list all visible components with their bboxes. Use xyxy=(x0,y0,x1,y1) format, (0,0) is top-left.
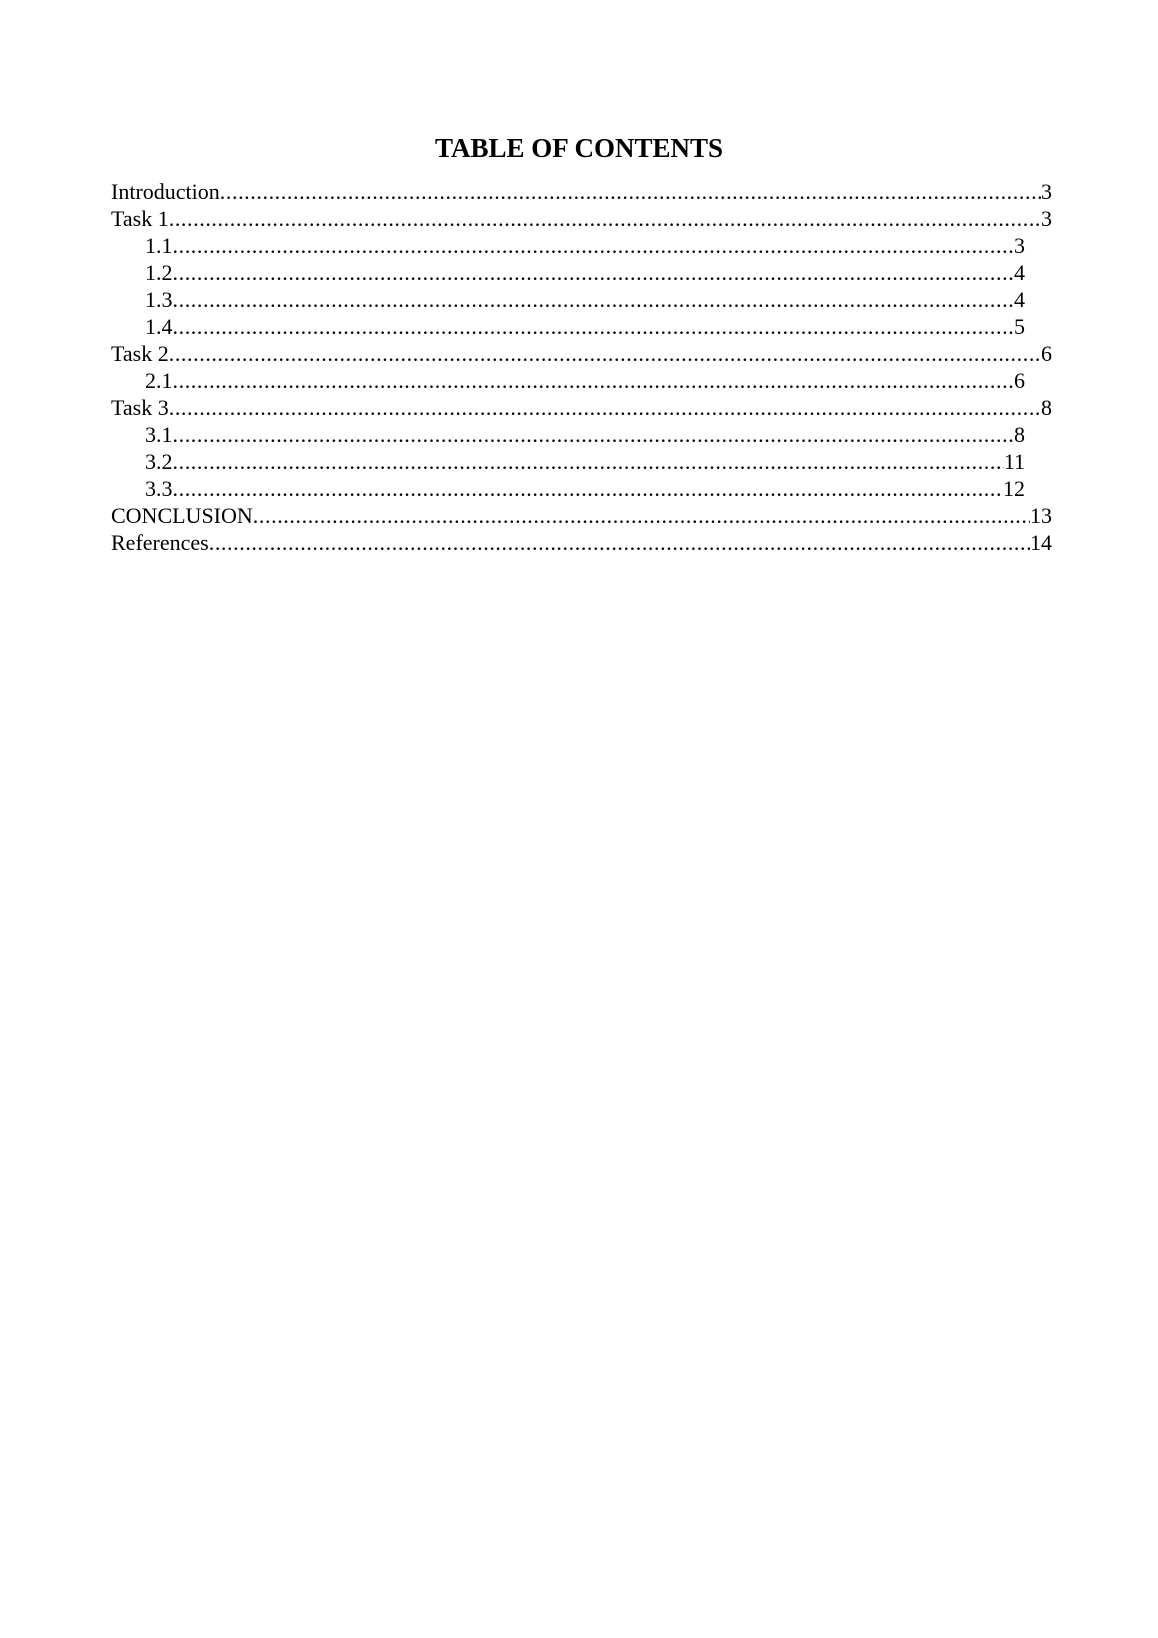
toc-entry-task-1[interactable] xyxy=(111,205,1052,232)
toc-entry-references[interactable] xyxy=(111,529,1052,556)
toc-entry-2-1[interactable] xyxy=(145,367,1025,394)
toc-entry-task-2[interactable] xyxy=(111,340,1052,367)
toc-entry-label: References xyxy=(111,530,209,555)
toc-page-number: 3 xyxy=(1041,179,1052,204)
toc-dot-leader xyxy=(173,232,1015,259)
toc-entry-label: 1.4 xyxy=(145,314,173,339)
toc-dot-leader xyxy=(209,529,1030,556)
toc-entry-label: 3.1 xyxy=(145,422,173,447)
toc-page-number: 4 xyxy=(1014,260,1025,285)
toc-dot-leader xyxy=(173,475,1004,502)
toc-entry-label: Task 1 xyxy=(111,206,169,231)
toc-entry-task-3[interactable] xyxy=(111,394,1052,421)
toc-page-number: 12 xyxy=(1003,476,1025,501)
toc-entry-3-1[interactable] xyxy=(145,421,1025,448)
toc-page-number: 8 xyxy=(1014,422,1025,447)
toc-entry-1-4[interactable] xyxy=(145,313,1025,340)
toc-entry-1-1[interactable] xyxy=(145,232,1025,259)
toc-entry-label: CONCLUSION xyxy=(111,503,253,528)
toc-entry-3-3[interactable] xyxy=(145,475,1025,502)
toc-dot-leader xyxy=(173,286,1015,313)
toc-dot-leader xyxy=(173,448,1004,475)
toc-dot-leader xyxy=(220,178,1041,205)
toc-entry-conclusion[interactable] xyxy=(111,502,1052,529)
toc-entry-3-2[interactable] xyxy=(145,448,1025,475)
toc-entry-label: 2.1 xyxy=(145,368,173,393)
toc-dot-leader xyxy=(173,259,1015,286)
toc-dot-leader xyxy=(169,205,1041,232)
toc-page-number: 4 xyxy=(1014,287,1025,312)
toc-page-number: 13 xyxy=(1030,503,1052,528)
toc-entry-label: Introduction xyxy=(111,179,220,204)
toc-entry-label: Task 3 xyxy=(111,395,169,420)
toc-title: TABLE OF CONTENTS xyxy=(434,133,724,163)
toc-entry-label: 1.3 xyxy=(145,287,173,312)
toc-page-number: 6 xyxy=(1014,368,1025,393)
toc-entry-label: 3.3 xyxy=(145,476,173,501)
toc-dot-leader xyxy=(173,367,1015,394)
toc-entry-label: 1.1 xyxy=(145,233,173,258)
toc-dot-leader xyxy=(169,394,1041,421)
toc-dot-leader xyxy=(173,313,1015,340)
toc-entry-label: 1.2 xyxy=(145,260,173,285)
toc-entry-1-2[interactable] xyxy=(145,259,1025,286)
toc-page-number: 3 xyxy=(1041,206,1052,231)
toc-dot-leader xyxy=(253,502,1030,529)
toc-page-number: 14 xyxy=(1030,530,1052,555)
toc-page-number: 3 xyxy=(1014,233,1025,258)
toc-entry-label: Task 2 xyxy=(111,341,169,366)
toc-page-number: 8 xyxy=(1041,395,1052,420)
toc-entry-1-3[interactable] xyxy=(145,286,1025,313)
toc-entry-introduction[interactable] xyxy=(111,178,1052,205)
toc-list xyxy=(0,178,1158,556)
toc-page-number: 6 xyxy=(1041,341,1052,366)
toc-dot-leader xyxy=(173,421,1015,448)
toc-entry-label: 3.2 xyxy=(145,449,173,474)
toc-page-number: 5 xyxy=(1014,314,1025,339)
toc-page-number: 11 xyxy=(1003,449,1025,474)
toc-dot-leader xyxy=(169,340,1041,367)
